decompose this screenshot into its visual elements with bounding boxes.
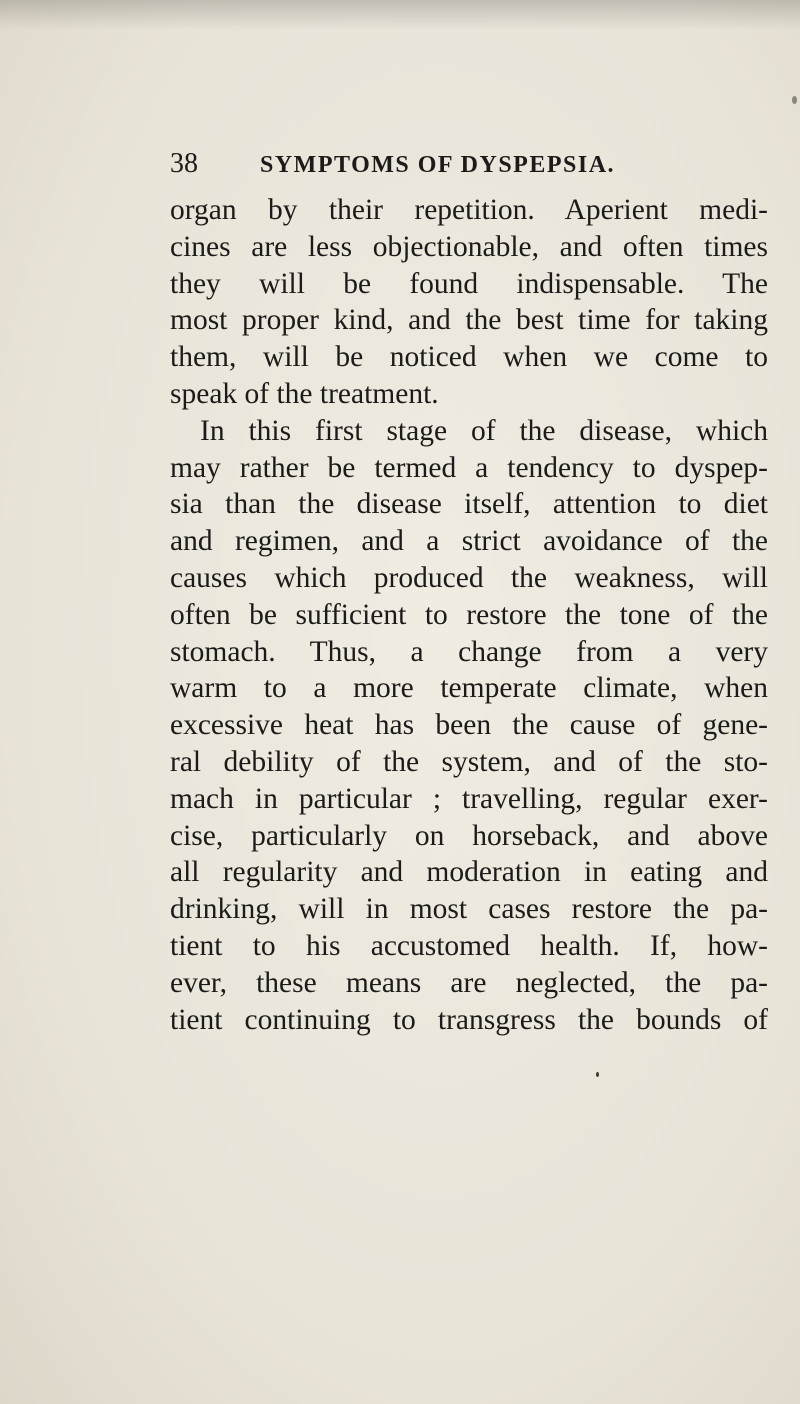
text-line: excessive heat has been the cause of gene- — [170, 709, 768, 742]
text-line: them, will be noticed when we come to — [170, 341, 768, 374]
text-line: warm to a more temperate climate, when — [170, 672, 768, 705]
text-line: ral debility of the system, and of the sto- — [170, 745, 768, 778]
text-line: they will be found indispensable. The — [170, 267, 768, 300]
page-edge-shadow — [0, 0, 800, 30]
page-number: 38 — [170, 148, 198, 179]
text-line: most proper kind, and the best time for taking — [170, 304, 768, 337]
running-head: SYMPTOMS OF DYSPEPSIA. — [260, 152, 616, 178]
text-line: and regimen, and a strict avoidance of the — [170, 525, 768, 558]
text-line: organ by their repetition. Aperient medi- — [170, 194, 768, 226]
text-line: often be sufficient to restore the tone of the — [170, 598, 768, 631]
text-line: causes which produced the weakness, will — [170, 561, 768, 594]
text-line: cise, particularly on horseback, and above — [170, 819, 768, 852]
text-line: all regularity and moderation in eating and — [170, 856, 768, 889]
page-header — [170, 148, 690, 188]
text-line: tient to his accustomed health. If, how- — [170, 929, 768, 962]
text-line: speak of the treatment. — [170, 377, 439, 410]
ink-speck — [792, 96, 797, 104]
text-line: tient continuing to transgress the bounds of — [170, 1003, 768, 1036]
body-text — [170, 192, 768, 1038]
text-line: drinking, will in most cases restore the pa- — [170, 893, 768, 926]
text-line: In this first stage of the disease, which — [200, 414, 768, 447]
text-line: mach in particular ; travelling, regular exer- — [170, 782, 768, 815]
text-line: cines are less objectionable, and often times — [170, 230, 768, 263]
text-line: sia than the disease itself, attention to diet — [170, 488, 768, 521]
text-line: stomach. Thus, a change from a very — [170, 635, 768, 668]
text-line: ever, these means are neglected, the pa- — [170, 966, 768, 999]
ink-speck — [596, 1072, 599, 1077]
text-line: may rather be termed a tendency to dyspep- — [170, 451, 768, 484]
